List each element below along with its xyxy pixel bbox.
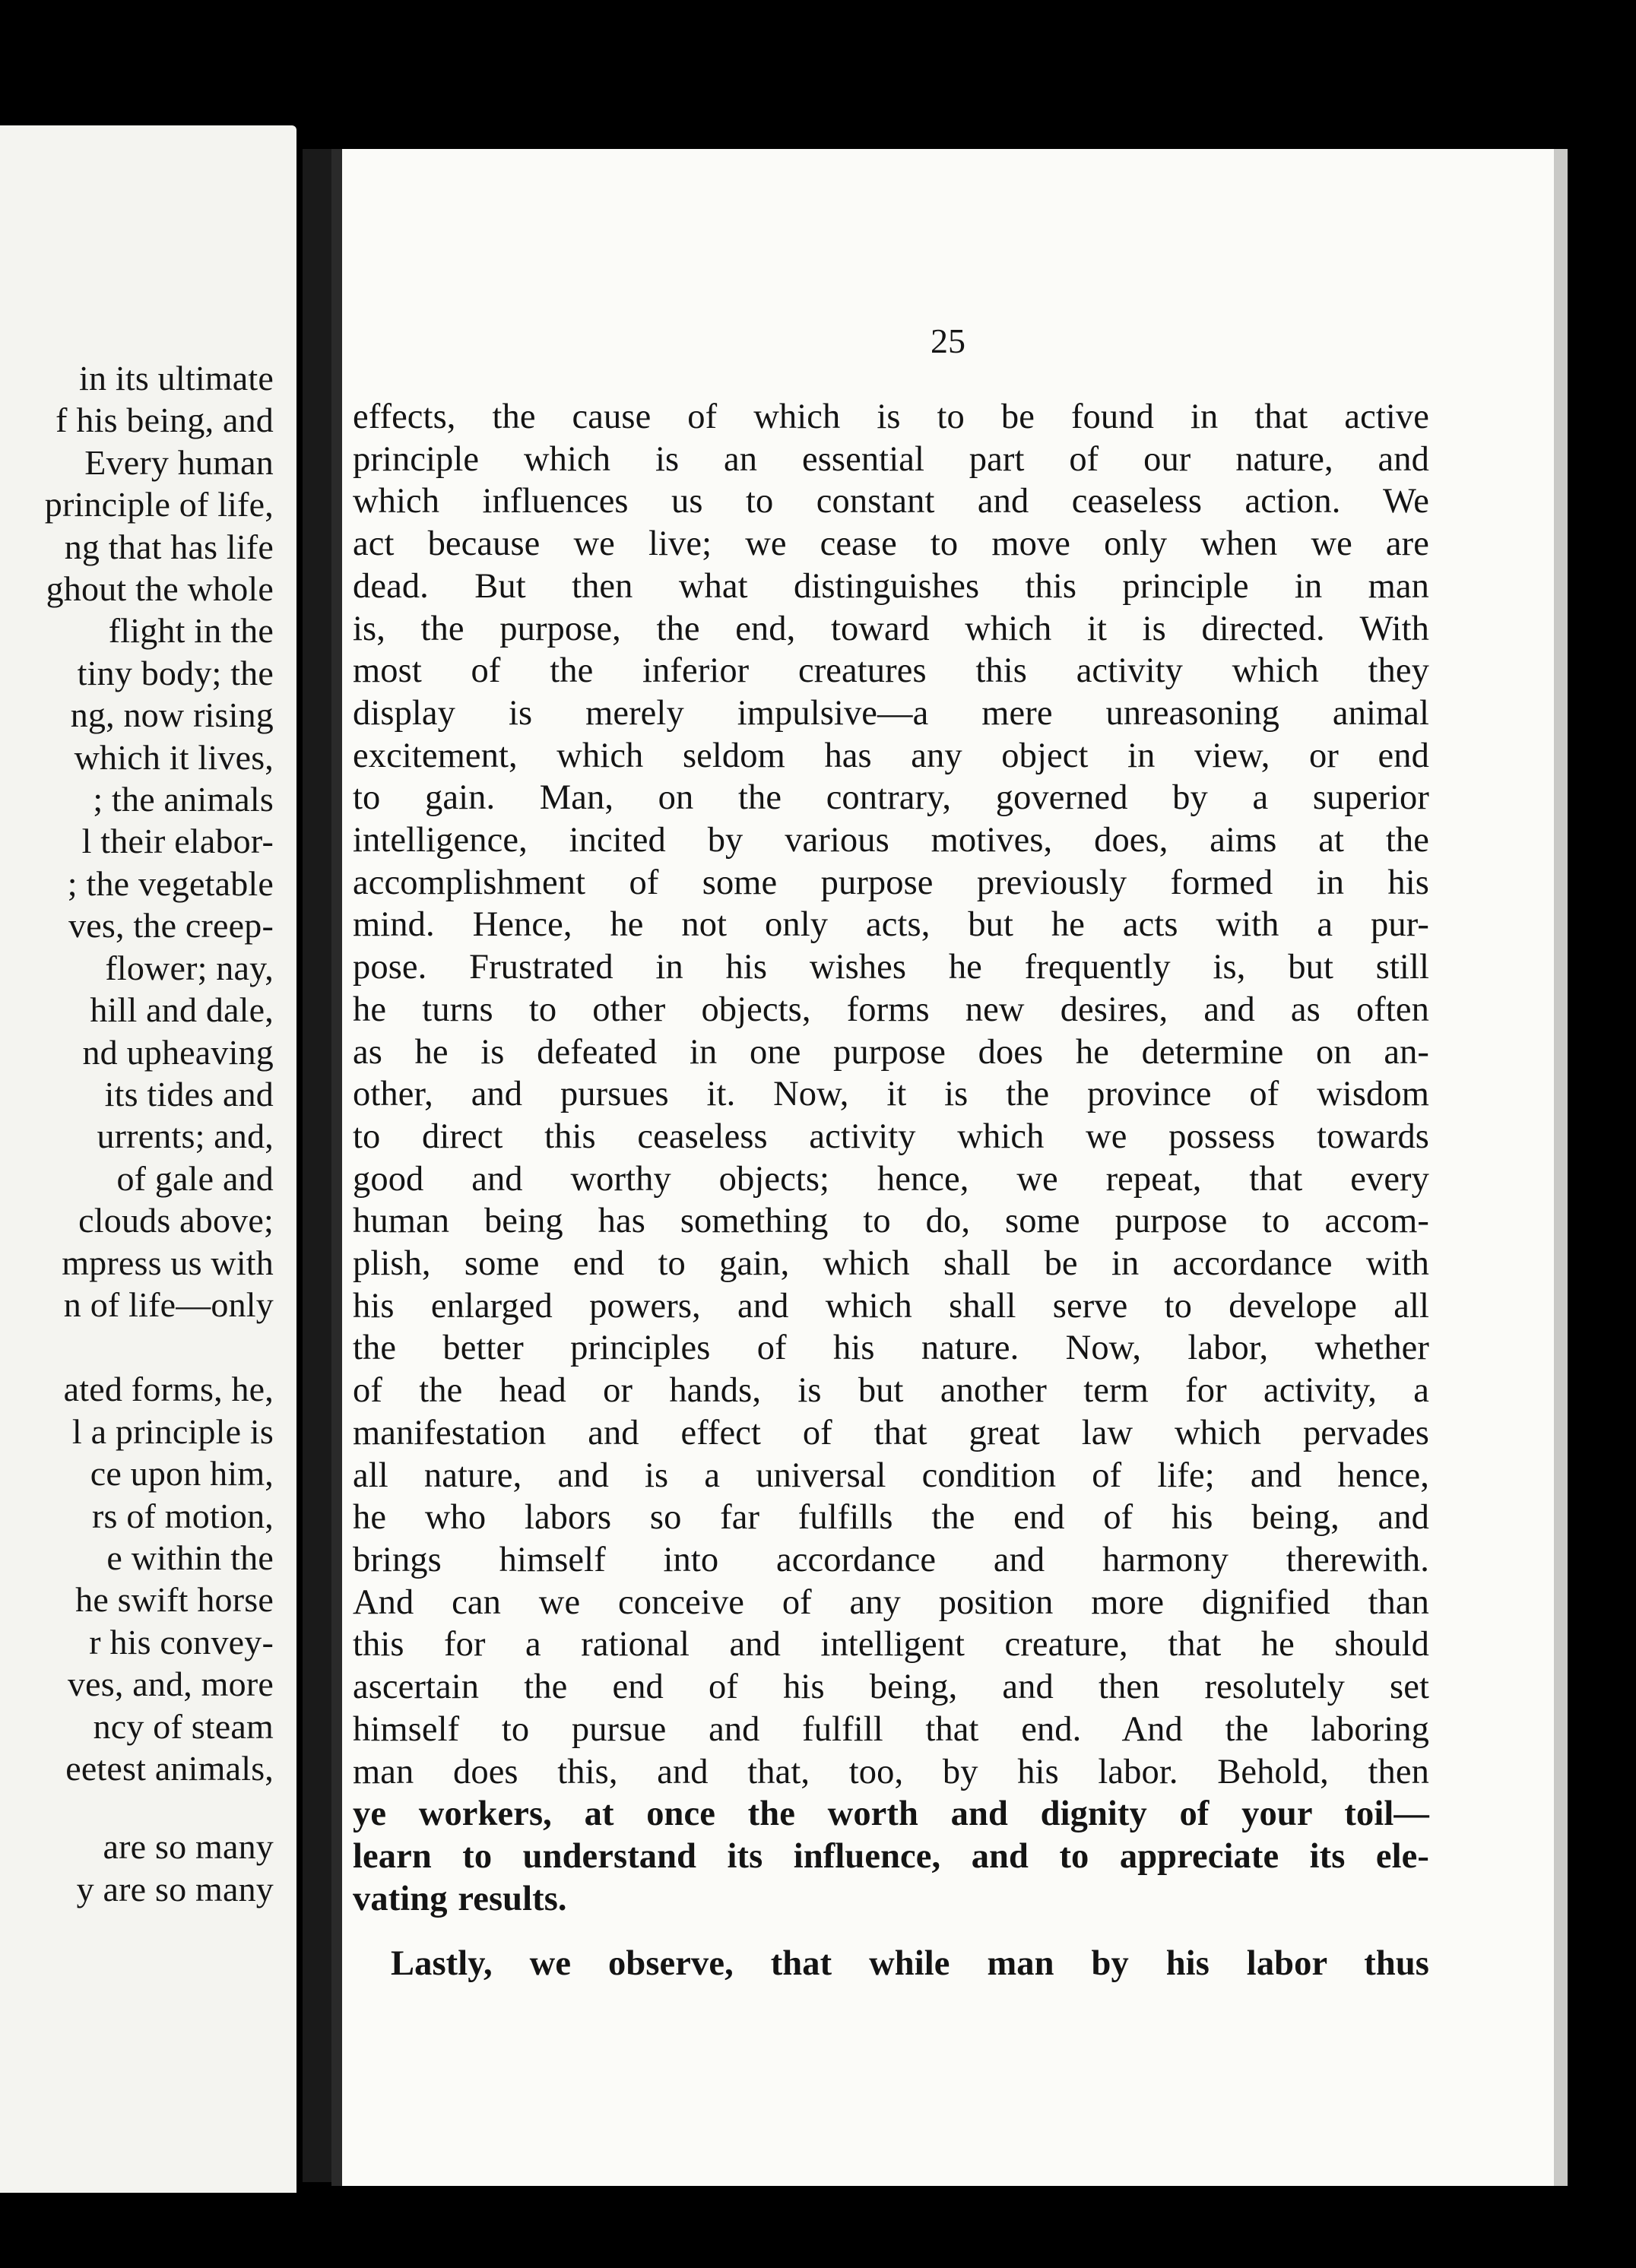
left-text-line: ghout the whole <box>46 569 274 609</box>
text-line: brings himself into accordance and harmony therewith. <box>353 1540 1429 1579</box>
text-line: all nature, and is a universal condition of life; and hence, <box>353 1456 1429 1495</box>
text-line: of the head or hands, is but another term for activity, a <box>353 1371 1429 1411</box>
text-line: accomplishment of some purpose previously formed in his <box>353 863 1429 902</box>
text-line: pose. Frustrated in his wishes he frequently is, but still <box>353 948 1429 987</box>
left-text-line: l a principle is <box>71 1411 274 1451</box>
left-text-line: he swift horse <box>75 1580 274 1620</box>
text-line: most of the inferior creatures this activity which they <box>353 651 1429 691</box>
text-line: to gain. Man, on the contrary, governed by a superior <box>353 778 1429 818</box>
text-line: the better principles of his nature. Now, labor, whether <box>353 1329 1429 1368</box>
left-text-line: are so many <box>103 1827 274 1867</box>
text-line: ye workers, at once the worth and dignity of your toil— <box>353 1794 1429 1834</box>
left-text-line: rs of motion, <box>92 1496 274 1535</box>
left-text-line: ves, the creep- <box>68 906 274 946</box>
text-line: which influences us to constant and ceaseless action. We <box>353 482 1429 521</box>
left-text-line: ated forms, he, <box>63 1370 274 1409</box>
text-line: And can we conceive of any position more dignified than <box>353 1582 1429 1622</box>
text-line: mind. Hence, he not only acts, but he acts with a pur- <box>353 905 1429 945</box>
text-line: manifestation and effect of that great law which pervades <box>353 1413 1429 1452</box>
page-body <box>353 396 1429 1985</box>
left-text-line: y are so many <box>76 1869 274 1908</box>
paragraph-2 <box>353 1943 1429 1985</box>
left-page-text <box>45 357 274 1910</box>
left-text-line: mpress us with <box>62 1243 274 1282</box>
left-text-line: ng that has life <box>64 527 274 566</box>
left-text-line: of gale and <box>116 1158 274 1198</box>
left-text-line: its tides and <box>104 1074 274 1113</box>
text-line: display is merely impulsive—a mere unreasoning animal <box>353 693 1429 733</box>
left-text-line: e within the <box>106 1538 274 1577</box>
text-line: good and worthy objects; hence, we repeat, that every <box>353 1159 1429 1199</box>
text-line: effects, the cause of which is to be found in that active <box>353 398 1429 436</box>
left-text-line: Every human <box>84 442 274 482</box>
left-text-line: tiny body; the <box>77 653 274 692</box>
right-page <box>331 149 1568 2186</box>
text-line: vating results. <box>353 1879 567 1918</box>
text-line: ascertain the end of his being, and then resolutely set <box>353 1668 1429 1707</box>
left-text-line: ves, and, more <box>67 1665 274 1704</box>
text-line: to direct this ceaseless activity which we possess towards <box>353 1117 1429 1156</box>
left-text-line: nd upheaving <box>82 1032 274 1072</box>
text-line: learn to understand its influence, and to appreciate its ele- <box>353 1836 1429 1876</box>
left-text-line: n of life—only <box>63 1284 274 1324</box>
text-line: act because we live; we cease to move only when we are <box>353 524 1429 564</box>
text-line: is, the purpose, the end, toward which it is directed. With <box>353 609 1429 648</box>
text-line: intelligence, incited by various motives, does, aims at the <box>353 821 1429 860</box>
text-line: his enlarged powers, and which shall serve to develope all <box>353 1286 1429 1326</box>
paragraph-1 <box>353 396 1429 1920</box>
left-text-line: urrents; and, <box>97 1117 274 1156</box>
left-text-line: flower; nay, <box>105 948 274 987</box>
text-line: man does this, and that, too, by his labor. Behold, then <box>353 1752 1429 1791</box>
text-line: dead. But then what distinguishes this principle in man <box>353 566 1429 606</box>
text-line: he who labors so far fulfills the end of his being, and <box>353 1498 1429 1538</box>
left-text-line: ce upon him, <box>90 1454 274 1494</box>
text-line: principle which is an essential part of our nature, and <box>353 439 1429 479</box>
left-text-line: ng, now rising <box>70 695 274 735</box>
text-line: Lastly, we observe, that while man by his labor thus <box>391 1944 1429 1984</box>
book-gutter <box>303 149 331 2182</box>
left-text-line: f his being, and <box>55 401 274 440</box>
text-line: himself to pursue and fulfill that end. And the laboring <box>353 1709 1429 1749</box>
left-text-line: hill and dale, <box>90 990 274 1030</box>
text-line: he turns to other objects, forms new desires, and as often <box>353 990 1429 1029</box>
text-line: human being has something to do, some purpose to accom- <box>353 1202 1429 1241</box>
left-text-line: l their elabor- <box>81 822 274 861</box>
left-text-line: in its ultimate <box>79 359 274 398</box>
text-line: excitement, which seldom has any object in view, or end <box>353 736 1429 775</box>
left-text-line: ; the animals <box>93 780 274 819</box>
left-text-line: ncy of steam <box>93 1706 274 1746</box>
text-line: other, and pursues it. Now, it is the province of wisdom <box>353 1075 1429 1114</box>
text-line: this for a rational and intelligent creature, that he should <box>353 1625 1429 1665</box>
left-text-line: which it lives, <box>74 737 274 777</box>
page-number: 25 <box>931 322 965 360</box>
text-line: as he is defeated in one purpose does he determine on an- <box>353 1032 1429 1072</box>
left-text-line: eetest animals, <box>65 1749 274 1788</box>
left-text-line: clouds above; <box>78 1201 274 1240</box>
text-line: plish, some end to gain, which shall be in accordance with <box>353 1244 1429 1284</box>
left-page <box>0 125 296 2193</box>
left-text-line: flight in the <box>108 611 274 651</box>
left-text-line: ; the vegetable <box>67 863 274 903</box>
left-text-line: r his convey- <box>89 1622 274 1661</box>
left-text-line: principle of life, <box>44 485 274 524</box>
